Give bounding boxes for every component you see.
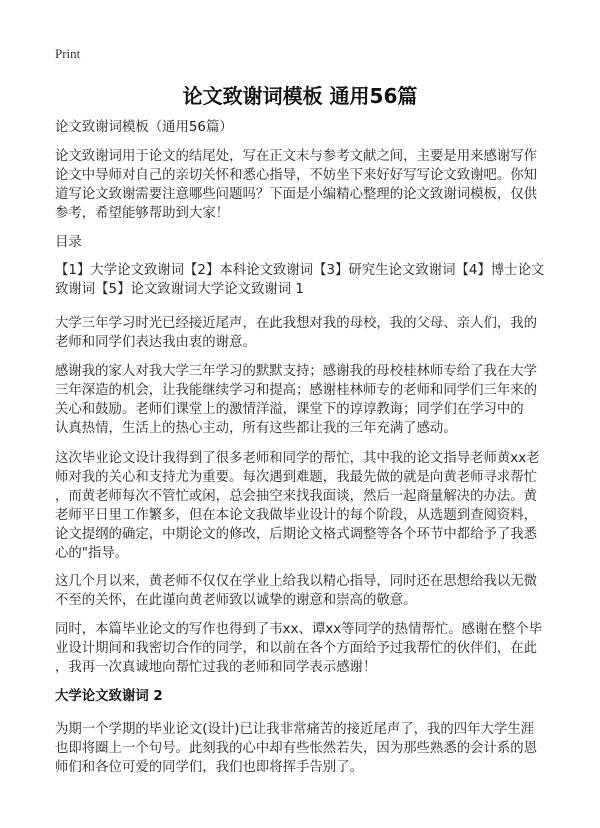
text-line: 也即将圈上一个句号。此刻我的心中却有些怅然若失，因为那些熟悉的会计系的恩 <box>55 741 538 756</box>
paragraph-2 <box>55 362 555 438</box>
text-line: 论文中导师对自己的亲切关怀和悉心指导，不妨坐下来好好写写论文致谢吧。你知 <box>55 168 538 183</box>
text-line: 老师平日里工作繁多，但在本论文我做毕业设计的每个阶段，从选题到查阅资料， <box>55 508 538 523</box>
text-line: 师对我的关心和支持尤为重要。每次遇到难题，我最先做的就是向黄老师寻求帮忙 <box>55 470 538 485</box>
text-line: 大学三年学习时光已经接近尾声，在此我想对我的母校，我的父母、亲人们，我的 <box>55 316 538 331</box>
text-line: 参考，希望能够帮助到大家！ <box>55 206 230 221</box>
text-line: 认真热情，生活上的热心主动，所有这些都让我的三年充满了感动。 <box>55 421 457 436</box>
text-line: 师们和各位可爱的同学们，我们也即将挥手告别了。 <box>55 760 363 775</box>
text-line: ，而黄老师每次不管忙或闲，总会抽空来找我面谈，然后一起商量解决的办法。黄 <box>55 489 538 504</box>
text-line: 三年深造的机会，让我能继续学习和提高；感谢桂林师专的老师和同学们三年来的 <box>55 383 538 398</box>
text-line: 论文提纲的确定，中期论文的修改，后期论文格式调整等各个环节中都给予了我悉 <box>55 527 538 542</box>
toc-label: 目录 <box>55 235 82 250</box>
text-line: 同时，本篇毕业论文的写作也得到了韦xx、谭xx等同学的热情帮忙。感谢在整个毕 <box>55 622 542 637</box>
page-title: 论文致谢词模板 通用56篇 <box>182 84 418 108</box>
text-line: 这次毕业论文设计我得到了很多老师和同学的帮忙，其中我的论文指导老师黄xx老 <box>55 451 540 466</box>
text-line: 关心和鼓励。老师们课堂上的激情洋溢，课堂下的谆谆教诲；同学们在学习中的 <box>55 402 524 417</box>
text-line: 业设计期间和我密切合作的同学，和以前在各个方面给予过我帮忙的伙伴们，在此 <box>55 641 538 656</box>
text-line: ，我再一次真诚地向帮忙过我的老师和同学表示感谢！ <box>55 660 377 675</box>
text-line: 致谢词【5】论文致谢词大学论文致谢词 1 <box>55 282 304 297</box>
section-heading-2: 大学论文致谢词 2 <box>55 689 163 704</box>
text-line: 为期一个学期的毕业论文(设计)已让我非常痛苦的接近尾声了，我的四年大学生涯 <box>55 722 535 737</box>
text-line: 心的"指导。 <box>55 546 129 561</box>
text-line: 道写论文致谢需要注意哪些问题吗？下面是小编精心整理的论文致谢词模板，仅供 <box>55 187 538 202</box>
paragraph-4 <box>55 572 555 610</box>
text-line: 【1】大学论文致谢词【2】本科论文致谢词【3】研究生论文致谢词【4】博士论文 <box>55 263 545 278</box>
text-line: 这几个月以来，黄老师不仅仅在学业上给我以精心指导，同时还在思想给我以无微 <box>55 574 538 589</box>
print-label: Print <box>55 46 81 61</box>
paragraph-5 <box>55 620 555 677</box>
paragraph-3 <box>55 449 555 563</box>
text-line: 感谢我的家人对我大学三年学习的默默支持；感谢我的母校桂林师专给了我在大学 <box>55 364 538 379</box>
toc-links[interactable] <box>55 261 555 299</box>
paragraph-6 <box>55 720 555 777</box>
paragraph-1 <box>55 314 555 352</box>
text-line: 不至的关怀，在此谨向黄老师致以诚挚的谢意和崇高的敬意。 <box>55 593 417 608</box>
text-line: 老师和同学们表达我由衷的谢意。 <box>55 335 256 350</box>
subtitle: 论文致谢词模板（通用56篇） <box>55 120 233 135</box>
intro-paragraph <box>55 147 555 223</box>
text-line: 论文致谢词用于论文的结尾处，写在正文末与参考文献之间，主要是用来感谢写作 <box>55 149 538 164</box>
